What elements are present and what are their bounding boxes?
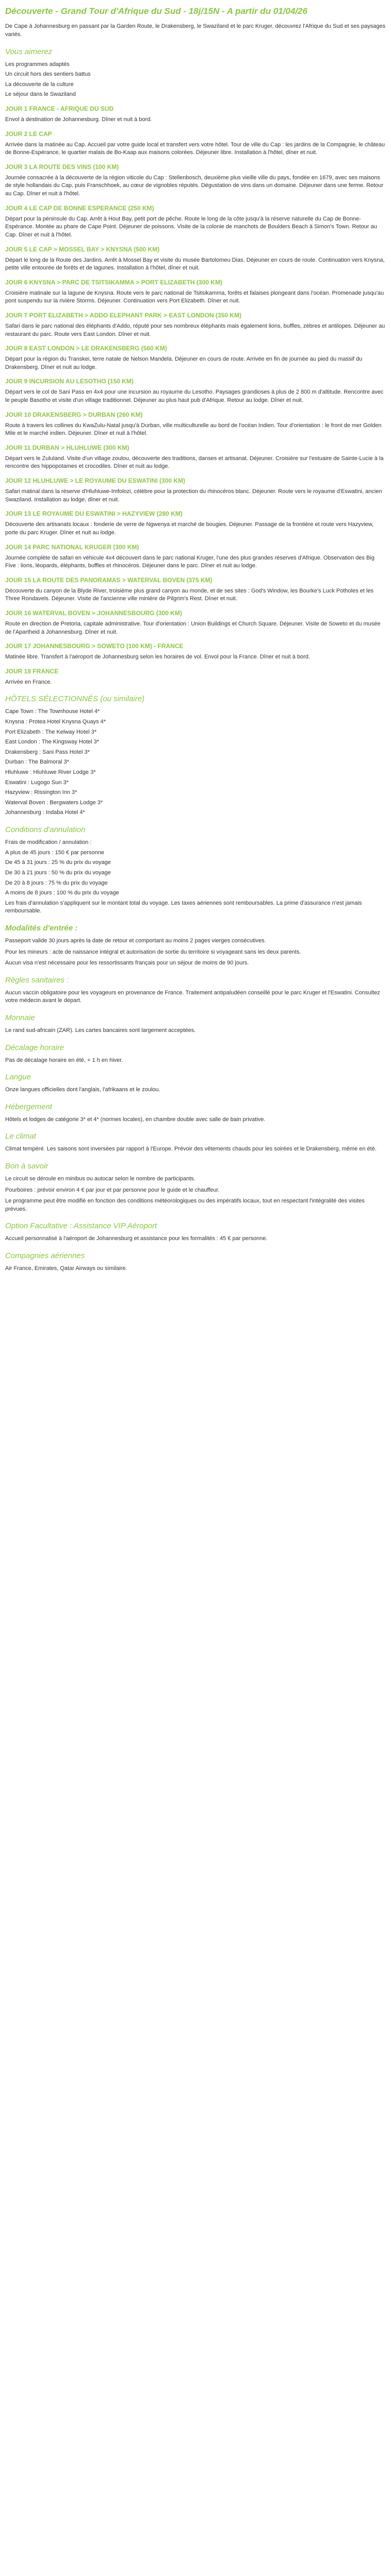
condition-item: A moins de 8 jours : 100 % du prix du voyage bbox=[5, 890, 119, 896]
section-title-langue: Langue bbox=[5, 1073, 31, 1082]
vous-aimerez-item: Un circuit hors des sentiers battus bbox=[5, 71, 91, 78]
day-title: JOUR 15 LA ROUTE DES PANORAMAS > WATERVAL BOVEN (375 KM) bbox=[5, 576, 213, 584]
conditions-list bbox=[5, 839, 386, 897]
day-title: JOUR 11 DURBAN > HLUHLUWE (300 KM) bbox=[5, 444, 129, 451]
day-title: JOUR 16 WATERVAL BOVEN > JOHANNESBOURG (300 KM) bbox=[5, 609, 182, 617]
bon-a-savoir-item: Le circuit se déroule en minibus ou autocar selon le nombre de participants. bbox=[5, 1176, 196, 1182]
condition-item: Frais de modification / annulation : bbox=[5, 839, 92, 846]
day-description: Safari dans le parc national des éléphants d'Addo, réputé pour ses nombreux éléphants mais également lions, buffles, zèbres et antilopes. Déjeuner au restaurant du parc. Route vers East London. Dîner et nuit. bbox=[5, 323, 385, 337]
day-title: JOUR 4 LE CAP DE BONNE ESPERANCE (250 KM) bbox=[5, 204, 154, 212]
section-title-decalage: Décalage horaire bbox=[5, 1043, 64, 1052]
section-title-climat: Le climat bbox=[5, 1132, 37, 1141]
section-title-hotels: HÔTELS SÉLECTIONNÉS (ou similaire) bbox=[5, 694, 145, 704]
hotel-item: Port Elizabeth : The Kelway Hotel 3* bbox=[5, 728, 97, 735]
section-title-monnaie: Monnaie bbox=[5, 1013, 35, 1022]
day-description: Journée complète de safari en véhicule 4x4 découvert dans le parc national Kruger, l'une des plus grandes réserves d'Afrique. Observation des Big Five : lions, léopards, éléphants, buffles et rhinocéros. Déjeuner dans le parc. Dîner et nuit au lodge. bbox=[5, 554, 374, 569]
vous-aimerez-list bbox=[5, 61, 386, 99]
bon-a-savoir-item: Pourboires : prévoir environ 4 € par jour et par personne pour le guide et le chauffeur. bbox=[5, 1187, 220, 1193]
day-title: JOUR 18 FRANCE bbox=[5, 667, 59, 675]
day-title: JOUR 1 FRANCE - AFRIQUE DU SUD bbox=[5, 105, 114, 113]
modalites-list bbox=[5, 937, 386, 968]
day-description: Départ vers le Zululand. Visite d'un village zoulou, découverte des traditions, danses et artisanat. Déjeuner. Croisière sur l'estuaire de Sainte-Lucie à la rencontre des hippopotames et crocodiles. Dîner et nuit au lodge. bbox=[5, 455, 384, 470]
hotel-item: Knysna : Protea Hotel Knysna Quays 4* bbox=[5, 718, 106, 725]
day-description: Départ le long de la Route des Jardins. Arrêt à Mossel Bay et visite du musée Bartolomeu Dias. Déjeuner en cours de route. Continuation vers Knysna, petite ville entourée de forêts et de lagunes. Installation à l'hôtel, dîner et nuit. bbox=[5, 257, 385, 272]
section-title-modalites: Modalités d'entrée : bbox=[5, 923, 78, 933]
day-title: JOUR 5 LE CAP > MOSSEL BAY > KNYSNA (500 KM) bbox=[5, 245, 160, 253]
hotel-item: Drakensberg : Sani Pass Hotel 3* bbox=[5, 749, 90, 755]
bon-a-savoir-lines bbox=[5, 1175, 386, 1213]
compagnies-text: Air France, Emirates, Qatar Airways ou similaire. bbox=[5, 1265, 127, 1272]
day-title: JOUR 6 KNYSNA > PARC DE TSITSIKAMMA > PORT ELIZABETH (300 KM) bbox=[5, 278, 222, 286]
day-description: Départ pour la région du Transkei, terre natale de Nelson Mandela. Déjeuner en cours de route. Arrivée en fin de journée au pied du massif du Drakensberg. Dîner et nuit au lodge. bbox=[5, 356, 363, 370]
hotel-item: East London : The Kingsway Hotel 3* bbox=[5, 739, 100, 745]
day-description: Départ vers le col de Sani Pass en 4x4 pour une incursion au royaume du Lesotho. Paysages grandioses à plus de 2 800 m d'altitude. Rencontre avec le peuple Basotho et visite d'un village traditionnel. Déjeuner au plus haut pub d'Afrique. Retour au lodge. Dîner et nuit. bbox=[5, 389, 384, 404]
vous-aimerez-item: La découverte de la culture bbox=[5, 81, 74, 88]
decalage-text: Pas de décalage horaire en été, + 1 h en hiver. bbox=[5, 1057, 123, 1063]
section-title-vous-aimerez: Vous aimerez bbox=[5, 47, 53, 56]
day-title: JOUR 12 HLUHLUWE > LE ROYAUME DU ESWATINI (300 KM) bbox=[5, 477, 186, 485]
day-description: Safari matinal dans la réserve d'Hluhluwe-Imfolozi, célèbre pour la protection du rhinocéros blanc. Déjeuner. Route vers le royaume d'Eswatini, ancien Swaziland. Installation au lodge, dîner et nuit. bbox=[5, 488, 382, 503]
condition-item: De 45 à 31 jours : 25 % du prix du voyage bbox=[5, 859, 111, 866]
travel-itinerary-page bbox=[0, 0, 391, 1285]
bon-a-savoir-item: Le programme peut être modifié en fonction des conditions météorologiques ou des impératifs locaux, tout en respectant l'intégralité des visites prévues. bbox=[5, 1198, 365, 1212]
intro-text: De Cape à Johannesburg en passant par la Garden Route, le Drakensberg, le Swaziland et le parc Kruger, découvrez l'Afrique du Sud et ses paysages variés. bbox=[5, 23, 386, 38]
day-title: JOUR 9 INCURSION AU LESOTHO (150 KM) bbox=[5, 378, 134, 385]
monnaie-text: Le rand sud-africain (ZAR). Les cartes bancaires sont largement acceptées. bbox=[5, 1027, 196, 1033]
condition-item: De 20 à 8 jours : 75 % du prix du voyage bbox=[5, 879, 108, 886]
day-title: JOUR 14 PARC NATIONAL KRUGER (300 KM) bbox=[5, 543, 139, 551]
langue-text: Onze langues officielles dont l'anglais, l'afrikaans et le zoulou. bbox=[5, 1087, 160, 1093]
hotel-item: Eswatini : Lugogo Sun 3* bbox=[5, 779, 69, 786]
day-description: Arrivée dans la matinée au Cap. Accueil par votre guide local et transfert vers votre hôtel. Tour de ville du Cap : les jardins de la Compagnie, le château de Bonne-Espérance, le quartier malais de Bo-Kaap aux maisons colorées. Déjeuner libre. Installation à l'hôtel, dîner et nuit. bbox=[5, 141, 385, 156]
modalite-item: Aucun visa n'est nécessaire pour les ressortissants français pour un séjour de moins de 90 jours. bbox=[5, 960, 249, 967]
day-description: Croisière matinale sur la lagune de Knysna. Route vers le parc national de Tsitsikamma, forêts et falaises plongeant dans l'océan. Promenade jusqu'au pont suspendu sur la rivière Storms. Déjeuner. Continuation vers Port Elizabeth. Dîner et nuit. bbox=[5, 290, 384, 304]
day-description: Découverte des artisanats locaux : fonderie de verre de Ngwenya et marché de bougies. Déjeuner. Passage de la frontière et route vers Hazyview, porte du parc Kruger. Dîner et nuit au lodge. bbox=[5, 521, 374, 536]
hotel-item: Johannesburg : Indaba Hotel 4* bbox=[5, 809, 85, 816]
climat-text: Climat tempéré. Les saisons sont inversées par rapport à l'Europe. Prévoir des vêtements chauds pour les soirées et le Drakensberg, même en été. bbox=[5, 1146, 377, 1153]
vous-aimerez-item: Le séjour dans le Swaziland bbox=[5, 91, 76, 98]
trip-title: Découverte - Grand Tour d'Afrique du Sud - 18j/15N - A partir du 01/04/26 bbox=[5, 6, 307, 16]
day-title: JOUR 3 LA ROUTE DES VINS (100 KM) bbox=[5, 163, 119, 171]
condition-item: A plus de 45 jours : 150 € par personne bbox=[5, 849, 105, 856]
hotel-item: Cape Town : The Townhouse Hotel 4* bbox=[5, 708, 100, 715]
hotel-item: Hluhluwe : Hluhluwe River Lodge 3* bbox=[5, 769, 96, 776]
section-title-bon-a-savoir: Bon à savoir bbox=[5, 1162, 48, 1171]
hotels-list bbox=[5, 708, 386, 817]
hotel-item: Hazyview : Rissington Inn 3* bbox=[5, 789, 77, 796]
condition-item: De 30 à 21 jours : 50 % du prix du voyage bbox=[5, 869, 111, 876]
day-title: JOUR 10 DRAKENSBERG > DURBAN (260 KM) bbox=[5, 411, 143, 418]
section-title-compagnies: Compagnies aériennes bbox=[5, 1251, 85, 1261]
day-description: Route en direction de Pretoria, capitale administrative. Tour d'orientation : Union Buildings et Church Square. Déjeuner. Visite de Soweto et du musée de l'Apartheid à Johannesburg. Dîner et nuit. bbox=[5, 620, 381, 635]
hotel-item: Durban : The Balmoral 3* bbox=[5, 759, 69, 766]
day-title: JOUR 8 EAST LONDON > LE DRAKENSBERG (560 KM) bbox=[5, 345, 167, 352]
day-description: Arrivée en France. bbox=[5, 679, 52, 685]
regles-sanitaires-text: Aucun vaccin obligatoire pour les voyageurs en provenance de France. Traitement antipaludéen conseillé pour le parc Kruger et l'Eswatini. Consultez votre médecin avant le départ. bbox=[5, 989, 380, 1004]
day-title: JOUR 2 LE CAP bbox=[5, 130, 52, 138]
day-title: JOUR 13 LE ROYAUME DU ESWATINI > HAZYVIEW (280 KM) bbox=[5, 510, 183, 518]
hebergement-text: Hôtels et lodges de catégorie 3* et 4* (normes locales), en chambre double avec salle de bain privative. bbox=[5, 1116, 266, 1123]
option-text: Accueil personnalisé à l'aéroport de Johannesburg et assistance pour les formalités : 45 € par personne. bbox=[5, 1235, 268, 1242]
modalite-item: Passeport valide 30 jours après la date de retour et comportant au moins 2 pages vierges consécutives. bbox=[5, 937, 266, 944]
day-description: Découverte du canyon de la Blyde River, troisième plus grand canyon au monde, et de ses sites : God's Window, les Bourke's Luck Potholes et les Three Rondavels. Déjeuner. Visite de l'ancienne ville minière de Pilgrim's Rest. Dîner et nuit. bbox=[5, 587, 374, 602]
vous-aimerez-item: Les programmes adaptés bbox=[5, 61, 70, 67]
section-title-regles-sanitaires: Règles sanitaires : bbox=[5, 975, 69, 985]
day-description: Départ pour la péninsule du Cap. Arrêt à Hout Bay, petit port de pêche. Route le long de la côte jusqu'à la réserve naturelle du Cap de Bonne-Espérance. Montée au phare de Cape Point. Déjeuner de poissons. Visite de la colonie de manchots de Boulders Beach à Simon's Town. Retour au Cap. Dîner et nuit à l'hôtel. bbox=[5, 215, 377, 238]
day-description: Journée consacrée à la découverte de la région viticole du Cap : Stellenbosch, deuxième plus vieille ville du pays, fondée en 1679, avec ses maisons de style hollandais du Cap, puis Franschhoek, au cœur de vignobles réputés. Dégustation de vins dans un domaine. Déjeuner dans une ferme. Retour au Cap. Dîner et nuit à l'hôtel. bbox=[5, 174, 384, 197]
section-title-conditions: Conditions d'annulation bbox=[5, 825, 86, 835]
modalite-item: Pour les mineurs : acte de naissance intégral et autorisation de sortie du territoire si voyageant sans les deux parents. bbox=[5, 948, 301, 955]
day-description: Matinée libre. Transfert à l'aéroport de Johannesburg selon les horaires de vol. Envol pour la France. Dîner et nuit à bord. bbox=[5, 654, 310, 660]
conditions-text: Les frais d'annulation s'appliquent sur le montant total du voyage. Les taxes aériennes sont remboursables. La prime d'assurance n'est jamais remboursable. bbox=[5, 900, 362, 914]
day-description: Envol à destination de Johannesburg. Dîner et nuit à bord. bbox=[5, 116, 152, 123]
day-title: JOUR 7 PORT ELIZABETH > ADDO ELEPHANT PARK > EAST LONDON (350 KM) bbox=[5, 311, 242, 319]
section-title-hebergement: Hébergement bbox=[5, 1102, 52, 1111]
day-title: JOUR 17 JOHANNESBOURG > SOWETO (100 KM) - FRANCE bbox=[5, 642, 184, 650]
section-title-option: Option Facultative : Assistance VIP Aéroport bbox=[5, 1222, 157, 1231]
hotel-item: Waterval Boven : Bergwaters Lodge 3* bbox=[5, 799, 103, 806]
day-description: Route à travers les collines du KwaZulu-Natal jusqu'à Durban, ville multiculturelle au bord de l'océan Indien. Tour d'orientation : le front de mer Golden Mile et le marché indien. Déjeuner. Dîner et nuit à l'hôtel. bbox=[5, 422, 382, 437]
